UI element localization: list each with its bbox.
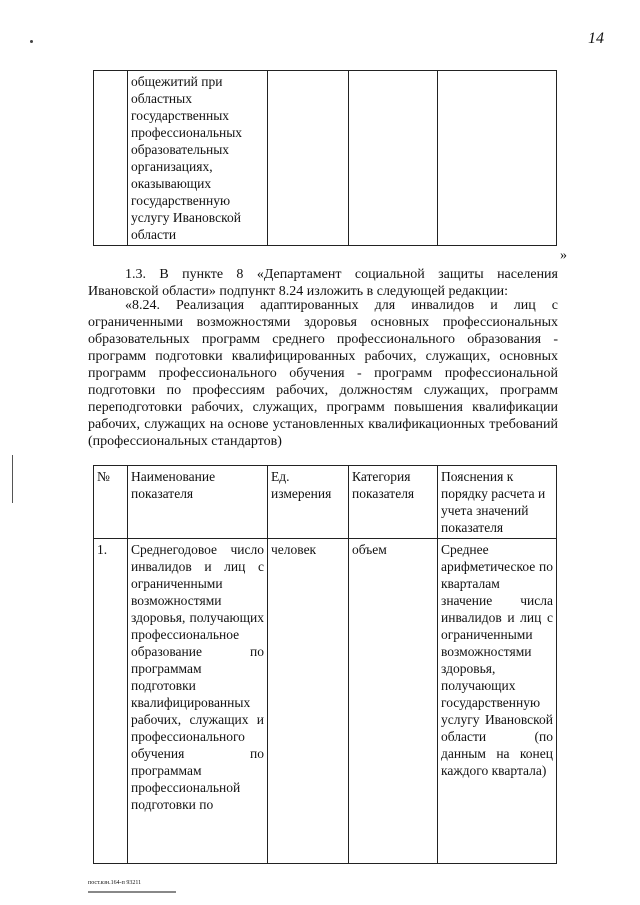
header-explanation: Пояснения к порядку расчета и учета значений показателя — [438, 466, 557, 539]
row-unit: человек — [268, 539, 349, 864]
closing-quote: » — [560, 248, 567, 263]
paragraph-8-24: «8.24. Реализация адаптированных для инвалидов и лиц с ограниченными возможностями здоровья основных профессиональных образовательных программ среднего профессионального образования - программ подготовки квалифицированных рабочих, служащих, основных программ профессионального обучения - программ профессиональной подготовки по профессиям рабочих, должностям служащих, программ переподготовки рабочих, служащих, программ повышения квалификации рабочих, служащих на основе установленных квалификационных требований (профессиональных стандартов) — [88, 298, 558, 449]
scan-speck — [30, 40, 33, 43]
row-name: Среднегодовое число инвалидов и лиц с ограниченными возможностями здоровья, получающих профессиональное образование по программам подготовки квалифицированных рабочих, служащих и профессионального обучения по программам профессиональной подготовки по — [128, 539, 268, 864]
table-cell-unit — [268, 71, 349, 246]
paragraph-1-3: 1.3. В пункте 8 «Департамент социальной защиты населения Ивановской области» подпункт 8.24 изложить в следующей редакции: — [88, 267, 558, 299]
table-row — [94, 539, 557, 864]
row-num: 1. — [94, 539, 128, 864]
footer-divider — [88, 891, 176, 893]
header-unit: Ед. измерения — [268, 466, 349, 539]
footer-note: пост.кзн.164-п 93211 — [88, 880, 142, 886]
row-category: объем — [349, 539, 438, 864]
table-continuation — [93, 70, 557, 246]
table-header-row — [94, 466, 557, 539]
table-row — [94, 71, 557, 246]
margin-mark — [12, 455, 13, 503]
header-num: № — [94, 466, 128, 539]
row-explanation: Среднее арифметическое по кварталам значение числа инвалидов и лиц с ограниченными возможностями здоровья, получающих государственную услугу Ивановской области (по данным на конец каждого квартала) — [438, 539, 557, 864]
table-cell-explanation — [438, 71, 557, 246]
table-cell-name: общежитий при областных государственных профессиональных образовательных организациях, оказывающих государственную услугу Ивановской области — [128, 71, 268, 246]
page-number: 14 — [588, 30, 604, 47]
table-cell-num — [94, 71, 128, 246]
header-category: Категория показателя — [349, 466, 438, 539]
header-name: Наименование показателя — [128, 466, 268, 539]
indicators-table — [93, 465, 557, 864]
table-cell-category — [349, 71, 438, 246]
